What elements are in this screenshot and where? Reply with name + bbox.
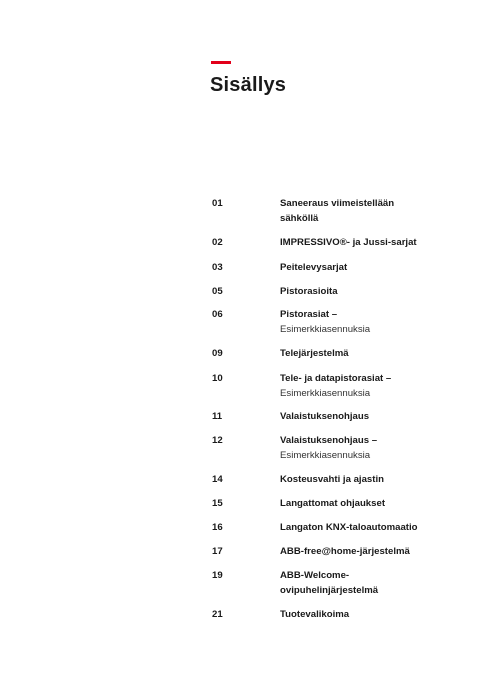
toc-title: IMPRESSIVO®- ja Jussi-sarjat (280, 237, 417, 248)
toc-title: ABB-free@home-järjestelmä (280, 546, 410, 557)
toc-page-number: 15 (212, 498, 223, 509)
toc-subtitle: Esimerkkiasennuksia (280, 387, 371, 399)
toc-page-number: 10 (212, 373, 223, 384)
toc-page-number: 06 (212, 309, 223, 320)
toc-title: ABB-Welcome-ovipuhelinjärjestelmä (280, 570, 379, 596)
toc-title: Kosteusvahti ja ajastin (280, 474, 384, 485)
toc-title: Langattomat ohjaukset (280, 498, 386, 509)
toc-page-number: 05 (212, 286, 223, 297)
toc-page-number: 03 (212, 262, 223, 273)
toc-page-number: 02 (212, 237, 223, 248)
toc-title: Tele- ja datapistorasiat – (280, 373, 392, 384)
toc-page-number: 21 (212, 609, 223, 620)
toc-title: Saneeraus viimeistellään sähköllä (280, 198, 395, 224)
toc-page-number: 17 (212, 546, 223, 557)
toc-title: Pistorasioita (280, 286, 338, 297)
toc-page-number: 11 (212, 411, 223, 422)
toc-title: Tuotevalikoima (280, 609, 350, 620)
toc-title: Valaistuksenohjaus – (280, 435, 378, 446)
toc-page-number: 12 (212, 435, 223, 446)
toc-title: Langaton KNX-taloautomaatio (280, 522, 418, 533)
toc-title: Peitelevysarjat (280, 262, 348, 273)
toc-page-number: 19 (212, 570, 223, 581)
toc-subtitle: Esimerkkiasennuksia (280, 323, 371, 335)
toc-title: Valaistuksenohjaus (280, 411, 370, 422)
toc-page-number: 14 (212, 474, 223, 485)
toc-title: Telejärjestelmä (280, 348, 349, 359)
toc-subtitle: Esimerkkiasennuksia (280, 449, 371, 461)
toc-page-number: 16 (212, 522, 223, 533)
toc-page-number: 09 (212, 348, 223, 359)
page-title: Sisällys (210, 74, 287, 96)
toc-title: Pistorasiat – (280, 309, 338, 320)
toc-page-number: 01 (212, 198, 223, 209)
